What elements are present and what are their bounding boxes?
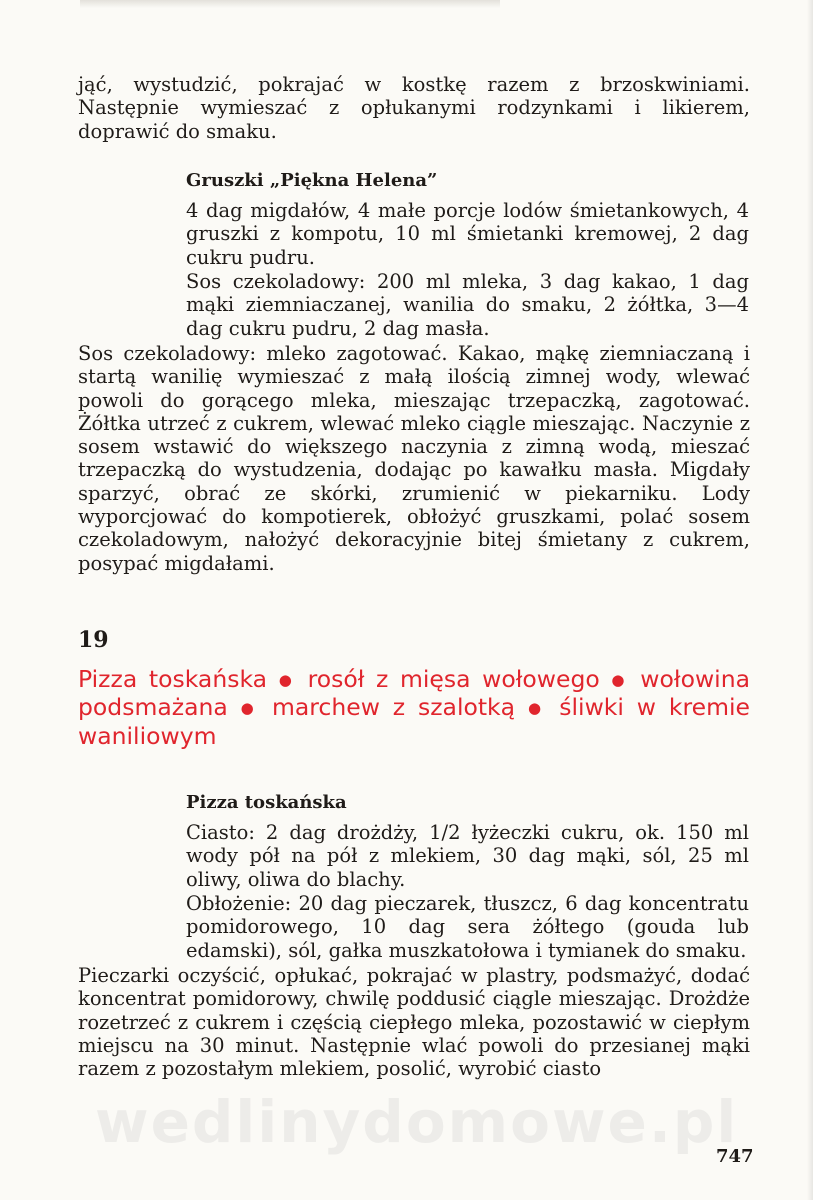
scan-edge-shadow — [80, 0, 500, 8]
menu-item: śliwki w kremie waniliowym — [78, 693, 750, 750]
menu-number: 19 — [78, 627, 109, 653]
method-pizza: Pieczarki oczyścić, opłukać, pokrajać w plastry, podsmażyć, dodać koncentrat pomidorowy, chwilę poddusić ciągle mieszając. Drożdże rozetrzeć z cukrem i częścią ciepłego mleka, pozostawić w ciepłym miejscu na 30 minut. Następnie wlać powoli do przesianej mąki razem z pozostałym mlekiem, posolić, wyrobić ciasto — [78, 964, 750, 1081]
menu-item: rosół z mięsa wołowego — [307, 665, 600, 693]
ingredients-sos-czekoladowy: Sos czekoladowy: 200 ml mleka, 3 dag kakao, 1 dag mąki ziemniaczanej, wanilia do smaku, 2 żółtka, 3—4 dag cukru pudru, 2 dag masła. — [186, 270, 749, 340]
bullet-dot: ● — [527, 699, 547, 717]
menu-dishes — [78, 666, 750, 750]
page-edge-shadow — [807, 0, 813, 1200]
page-number: 747 — [716, 1146, 754, 1167]
method-gruszki: Sos czekoladowy: mleko zagotować. Kakao, mąkę ziemniaczaną i startą wanilię wymieszać z małą ilością zimnej wody, wlewać powoli do gorącego mleka, mieszając trzepaczką, zagotować. Żółtka utrzeć z cukrem, wlewać mleko ciągle mieszając. Naczynie z sosem wstawić do większego naczynia z zimną wodą, mieszać trzepaczką do wystudzenia, dodając po kawałku masła. Migdały sparzyć, obrać ze skórki, zrumienić w piekarniku. Lody wyporcjować do kompotierek, obłożyć gruszkami, polać sosem czekoladowym, nałożyć dekoracyjnie bitej śmietany z cukrem, posypać migdałami. — [78, 342, 750, 575]
bullet-dot: ● — [278, 670, 296, 689]
ingredients-oblozenie: Obłożenie: 20 dag pieczarek, tłuszcz, 6 dag koncentratu pomidorowego, 10 dag sera żółtego (gouda lub edamski), sól, gałka muszkatołowa i tymianek do smaku. — [186, 892, 749, 962]
watermark: wedlinydomowe.pl — [95, 1088, 739, 1156]
recipe-title-pizza: Pizza toskańska — [186, 792, 347, 813]
bullet-dot: ● — [611, 670, 629, 689]
recipe-title-gruszki: Gruszki „Piękna Helena” — [186, 170, 438, 191]
menu-item: Pizza toskańska — [78, 665, 268, 693]
menu-item: marchew z szalotką — [271, 693, 516, 722]
bullet-dot: ● — [240, 699, 260, 717]
paragraph-continued: jąć, wystudzić, pokrajać w kostkę razem z brzoskwiniami. Następnie wymieszać z opłukanymi rodzynkami i likierem, doprawić do smaku. — [78, 73, 750, 143]
ingredients-gruszki: 4 dag migdałów, 4 małe porcje lodów śmietankowych, 4 gruszki z kompotu, 10 ml śmietanki kremowej, 2 dag cukru pudru. — [186, 199, 749, 269]
menu-item: wołowina podsmażana — [78, 665, 750, 722]
ingredients-ciasto: Ciasto: 2 dag drożdży, 1/2 łyżeczki cukru, ok. 150 ml wody pół na pół z mlekiem, 30 dag mąki, sól, 25 ml oliwy, oliwa do blachy. — [186, 821, 749, 891]
